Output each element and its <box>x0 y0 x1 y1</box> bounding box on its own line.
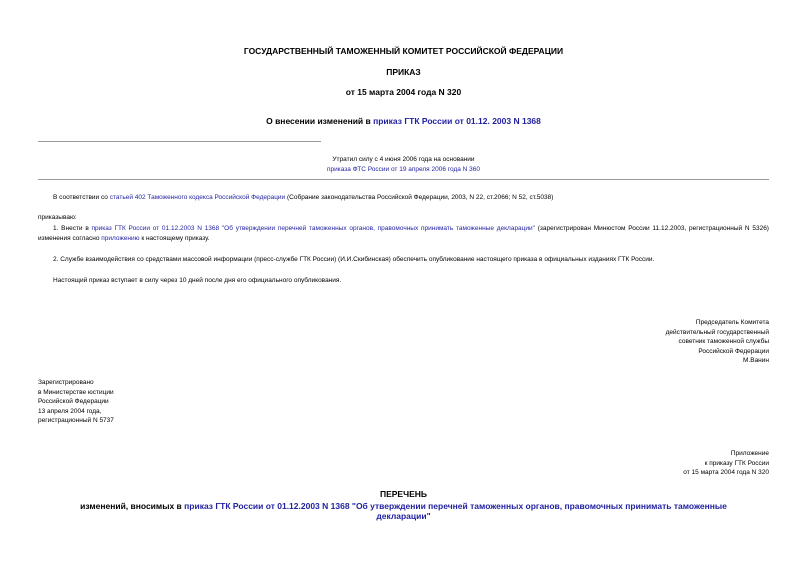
signature-line-2: действительный государственный <box>665 328 769 336</box>
status-note-line1: Утратил силу с 4 июня 2006 года на основании <box>332 156 475 163</box>
effective-paragraph: Настоящий приказ вступает в силу через 10 дней после дня его официального опубликования. <box>53 277 342 284</box>
registration-block <box>38 378 238 426</box>
status-note-divider-top <box>38 141 321 142</box>
item-1-middle: (зарегистрирован Минюстом России 11.12.2003, регистрационный N 5326) изменения согласно <box>38 225 769 242</box>
preamble-text-before: В соответствии со <box>53 194 110 201</box>
committee-heading: ГОСУДАРСТВЕННЫЙ ТАМОЖЕННЫЙ КОМИТЕТ РОССИЙСКОЙ ФЕДЕРАЦИИ <box>243 46 564 56</box>
registration-line-2: в Министерстве юстиции <box>38 388 114 396</box>
order-word: приказываю: <box>38 214 77 221</box>
appendix-line-2: к приказу ГТК России <box>704 459 769 467</box>
appendix-line-1: Приложение <box>730 450 769 457</box>
status-note-divider-bottom <box>38 179 769 180</box>
item-1-lead: 1. Внести в <box>53 225 92 232</box>
doc-subject-prefix: О внесении изменений в <box>266 116 374 126</box>
doc-subject <box>0 117 807 126</box>
item-1-order-link[interactable]: приказ ГТК России от 01.12.2003 N 1368 "Об утверждении перечней таможенных органов, правомочных принимать таможенные декларации" <box>91 225 535 232</box>
registration-line-5: регистрационный N 5737 <box>38 417 114 424</box>
status-note-line2 <box>0 165 807 174</box>
list-subtitle-prefix: изменений, вносимых в <box>80 501 185 511</box>
doc-type-heading: ПРИКАЗ <box>386 67 421 77</box>
doc-date-number: от 15 марта 2004 года N 320 <box>345 87 462 97</box>
signature-line-1: Председатель Комитета <box>695 319 769 326</box>
customs-code-link[interactable]: статьей 402 Таможенного кодекса Российской Федерации <box>109 194 286 201</box>
preamble-text-after: (Собрание законодательства Российской Федерации, 2003, N 22, ст.2066; N 52, ст.5038) <box>285 194 554 201</box>
item-1-paragraph <box>38 224 769 244</box>
item-2-paragraph: 2. Службе взаимодействия со средствами массовой информации (пресс-службе ГТК России) (И.И.Скибинская) обеспечить опубликование настоящего приказа в официальных изданиях ГТК России. <box>53 256 655 263</box>
signature-line-4: Российской Федерации <box>698 347 769 355</box>
appendix-reference <box>469 449 769 478</box>
status-note-link[interactable]: приказа ФТС России от 19 апреля 2006 года N 360 <box>326 166 481 173</box>
registration-line-4: 13 апреля 2004 года, <box>38 407 102 415</box>
signature-block <box>469 318 769 366</box>
list-title: ПЕРЕЧЕНЬ <box>379 489 427 499</box>
appendix-line-3: от 15 марта 2004 года N 320 <box>683 469 769 476</box>
appendix-link[interactable]: приложению <box>101 235 140 242</box>
signature-line-3: советник таможенной службы <box>678 338 769 345</box>
subject-order-link[interactable]: приказ ГТК России от 01.12. 2003 N 1368 <box>373 116 541 126</box>
registration-line-3: Российской Федерации <box>38 398 109 405</box>
list-order-link[interactable]: приказ ГТК России от 01.12.2003 N 1368 "Об утверждении перечней таможенных органов, правомочных принимать таможенные <box>184 501 727 511</box>
list-order-link-end[interactable]: декларации" <box>376 511 431 521</box>
signature-line-5: М.Ванин <box>743 357 769 364</box>
preamble-paragraph <box>38 193 769 202</box>
item-1-tail: к настоящему приказу. <box>139 235 210 242</box>
registration-line-1: Зарегистрировано <box>38 379 94 386</box>
list-subtitle <box>38 501 769 521</box>
